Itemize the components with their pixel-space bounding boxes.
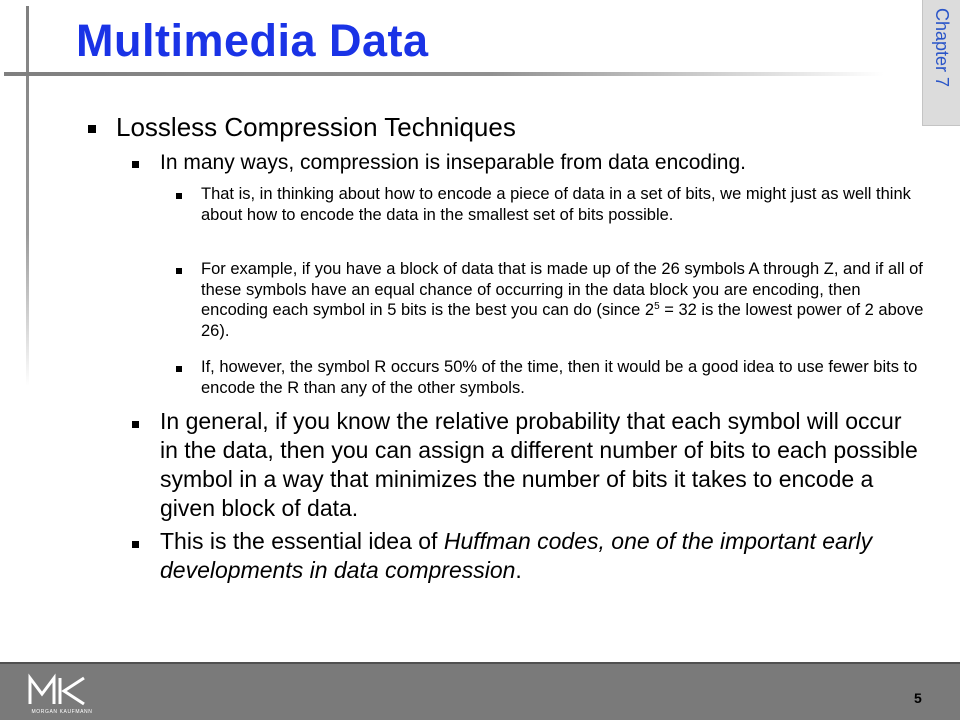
horizontal-rule bbox=[4, 72, 884, 76]
chapter-label: Chapter 7 bbox=[932, 8, 952, 88]
point-relative-probability: In general, if you know the relative probability that each symbol will occur in the data, then you can assign a different number of bits to each possible symbol in a way that minimizes the number of bits it takes to encode a given block of data. bbox=[160, 408, 918, 521]
footer-bar bbox=[0, 662, 960, 720]
subpoint-26-symbols-tail: = 32 is the lowest power of 2 above 26). bbox=[201, 301, 924, 340]
morgan-kaufmann-logo bbox=[26, 672, 98, 716]
subpoint-symbol-r: If, however, the symbol R occurs 50% of the time, then it would be a good idea to use fewer bits to encode the R than any of the other symbols. bbox=[201, 358, 918, 397]
slide-title: Multimedia Data bbox=[76, 15, 429, 66]
bullet-icon bbox=[88, 125, 96, 133]
vertical-rule bbox=[26, 6, 29, 386]
logo-text: MORGAN KAUFMANN bbox=[31, 709, 93, 715]
bullet-icon bbox=[176, 193, 182, 199]
point-huffman-codes bbox=[160, 527, 920, 585]
point-compression-encoding: In many ways, compression is inseparable from data encoding. bbox=[160, 151, 746, 174]
bullet-icon bbox=[132, 541, 139, 548]
point-huffman-end: . bbox=[515, 557, 522, 583]
page-number: 5 bbox=[914, 690, 922, 706]
chapter-tab bbox=[922, 0, 960, 126]
bullet-icon bbox=[176, 366, 182, 372]
huffman-italic: Huffman codes, one of the important early developments in data compression bbox=[160, 528, 873, 583]
subpoint-smallest-bits: That is, in thinking about how to encode a piece of data in a set of bits, we might just as well think about how to encode the data in the smallest set of bits possible. bbox=[201, 185, 911, 224]
bullet-icon bbox=[132, 421, 139, 428]
section-heading: Lossless Compression Techniques bbox=[116, 112, 516, 142]
exponent: 5 bbox=[654, 301, 660, 312]
subpoint-26-symbols-text: For example, if you have a block of data that is made up of the 26 symbols A through Z, and if all of these symbols have an equal chance of occurring in the data block you are encoding, then encoding each symbol in 5 bits is the best you can do (since 2 bbox=[201, 260, 923, 319]
bullet-icon bbox=[132, 161, 139, 168]
point-huffman-lead: This is the essential idea of bbox=[160, 528, 444, 554]
subpoint-26-symbols bbox=[201, 259, 927, 341]
bullet-icon bbox=[176, 268, 182, 274]
